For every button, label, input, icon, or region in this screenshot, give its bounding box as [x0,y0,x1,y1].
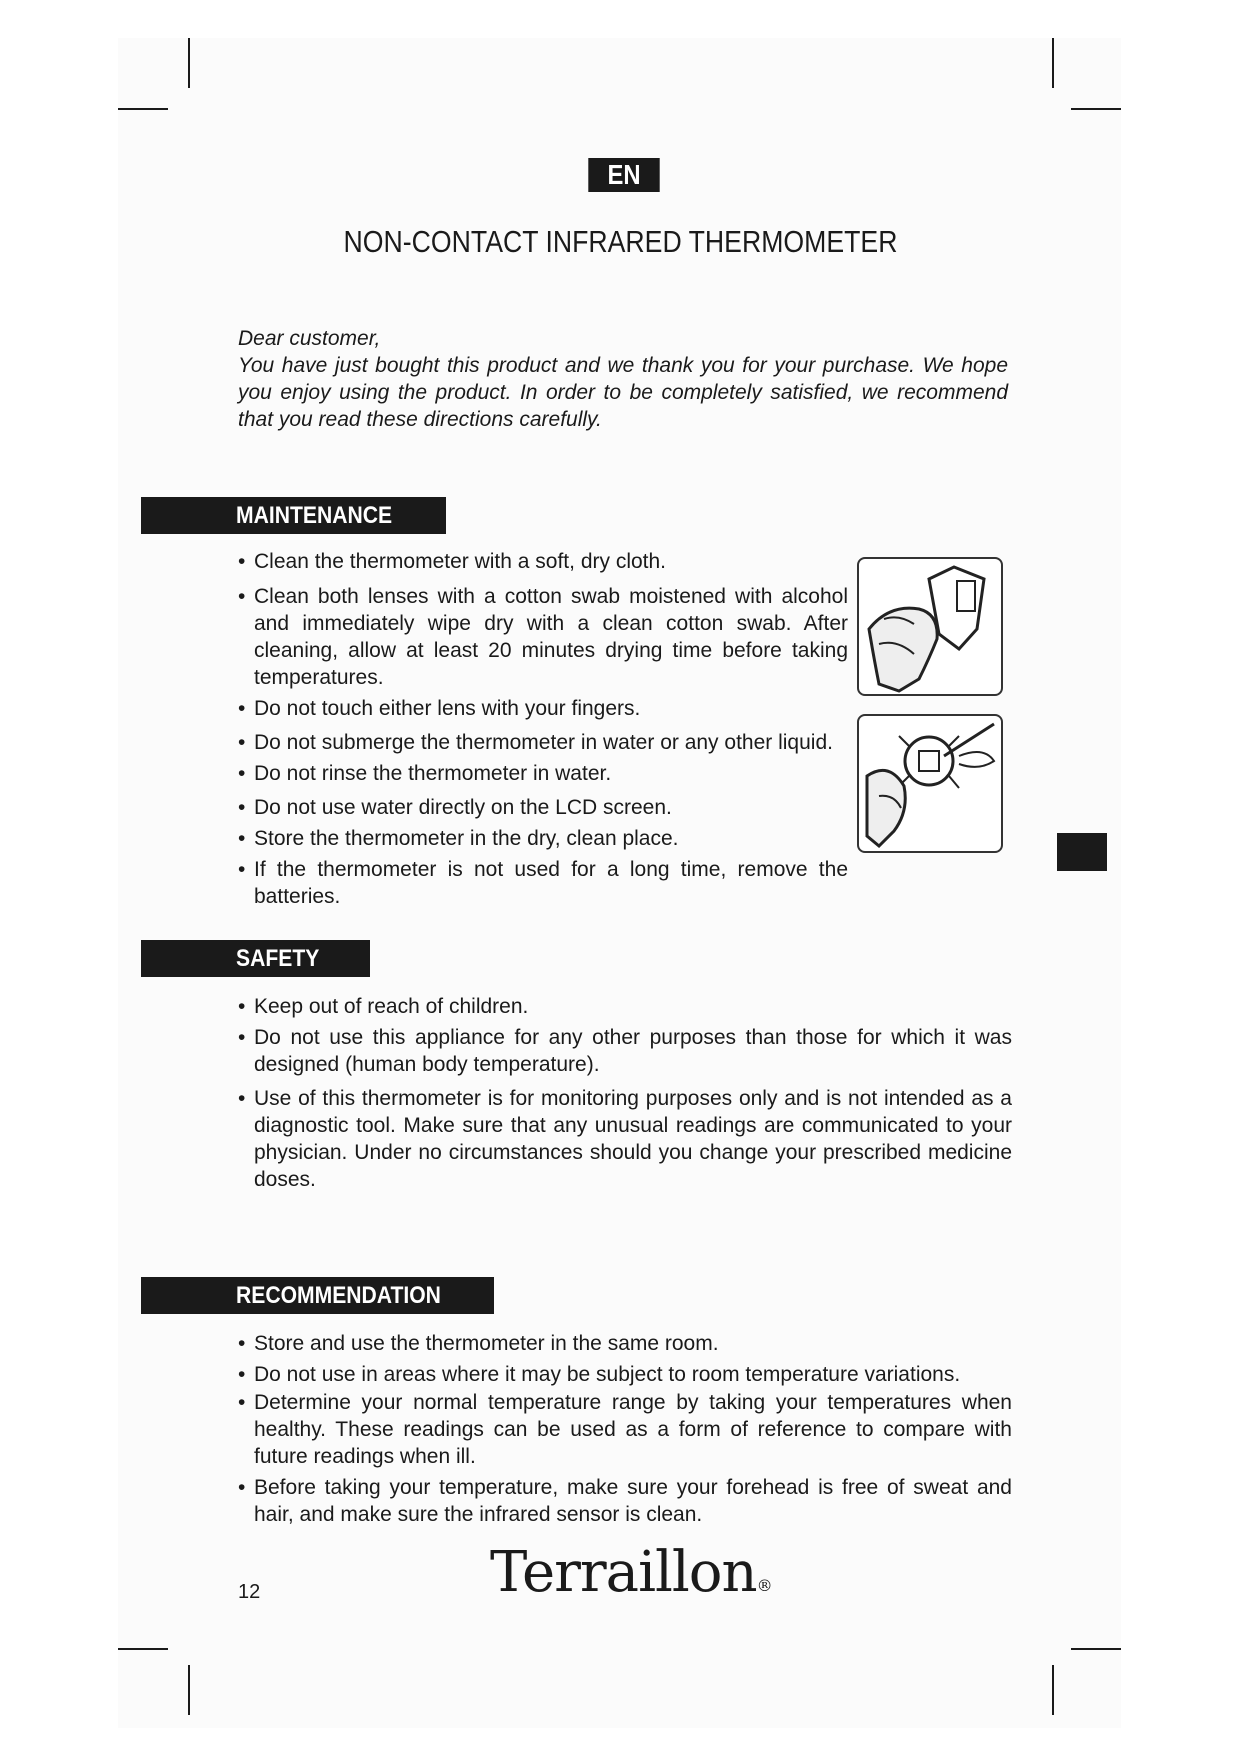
list-item: • Do not use this appliance for any other purposes than those for which it was designed (human body temperature). [238,1024,1012,1078]
list-item: • Do not rinse the thermometer in water. [238,760,848,787]
lens-swab-icon [859,716,1001,851]
page-number: 12 [238,1581,261,1603]
crop-mark [118,108,168,110]
crop-mark [188,38,190,88]
list-item: • Determine your normal temperature range by taking your temperatures when healthy. These readings can be used as a form of reference to compare with future readings when ill. [238,1389,1012,1470]
brand-registered-mark: ® [756,1576,772,1595]
cleaning-illustration-cloth [857,557,1003,696]
crop-mark [1071,1648,1121,1650]
crop-mark [1052,38,1054,88]
recommendation-heading: RECOMMENDATION [236,1282,441,1309]
list-item: • Do not submerge the thermometer in water or any other liquid. [238,729,848,756]
recommendation-list [238,1330,1012,1528]
brand-logo [490,1540,772,1605]
cleaning-illustration-swab [857,714,1003,853]
list-item: • Clean both lenses with a cotton swab moistened with alcohol and immediately wipe dry with a clean cotton swab. After cleaning, allow at least 20 minutes drying time before taking temperatures. [238,583,848,691]
list-item: • Clean the thermometer with a soft, dry cloth. [238,548,848,575]
maintenance-list [238,548,848,910]
list-item: • Store and use the thermometer in the same room. [238,1330,1012,1357]
list-item: • Store the thermometer in the dry, clean place. [238,825,848,852]
side-tab-marker [1057,833,1107,871]
list-item: • Do not use water directly on the LCD screen. [238,794,848,821]
list-item: • Use of this thermometer is for monitoring purposes only and is not intended as a diagnostic tool. Make sure that any unusual readings are communicated to your physician. Under no circumstances should you change your prescribed medicine doses. [238,1085,1012,1193]
hand-wiping-icon [859,559,1001,694]
recommendation-heading-bar [141,1277,494,1314]
safety-heading-bar [141,940,370,977]
intro-greeting: Dear customer, [238,327,381,350]
language-badge: EN [588,158,659,192]
page-title: NON-CONTACT INFRARED THERMOMETER [343,224,898,259]
safety-heading: SAFETY [236,945,320,972]
brand-name: Terraillon [490,1540,757,1605]
list-item: • Do not touch either lens with your fingers. [238,695,848,722]
list-item: • Before taking your temperature, make sure your forehead is free of sweat and hair, and make sure the infrared sensor is clean. [238,1474,1012,1528]
crop-mark [188,1665,190,1715]
maintenance-heading: MAINTENANCE [236,502,393,529]
crop-mark [1052,1665,1054,1715]
crop-mark [1071,108,1121,110]
intro-body: You have just bought this product and we thank you for your purchase. We hope you enjoy using the product. In order to be completely satisfied, we recommend that you read these directions carefully. [238,354,1008,431]
maintenance-heading-bar [141,497,446,534]
list-item: • Do not use in areas where it may be subject to room temperature variations. [238,1361,1012,1388]
crop-mark [118,1648,168,1650]
intro-text [238,325,1008,433]
safety-list [238,993,1012,1193]
list-item: • Keep out of reach of children. [238,993,1012,1020]
list-item: • If the thermometer is not used for a long time, remove the batteries. [238,856,848,910]
